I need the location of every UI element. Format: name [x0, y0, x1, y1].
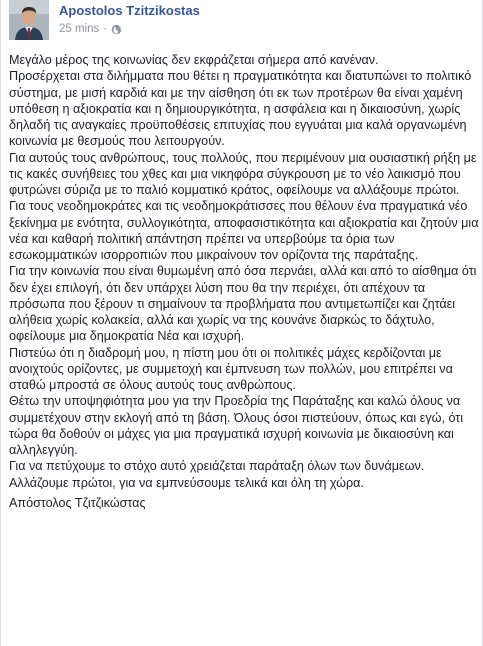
post-paragraph: Για τους νεοδημοκράτες και τις νεοδημοκράτισσες που θέλουν ένα πραγματικά νέο ξεκίνημα με ενότητα, συλλογικότητα, αποφασιστικότητα και αξιοκρατία και ζητούν μια νέα και καθαρή πολιτική απάντηση πρέπει να υπερβούμε τα όρια των εσωκομματικών ισορροπιών που μικραίνουν τον ορίζοντα της παράταξης.	[9, 199, 479, 262]
post-body	[9, 52, 479, 511]
post-paragraph: Για να πετύχουμε το στόχο αυτό χρειάζεται παράταξη όλων των δυνάμεων. Αλλάζουμε πρώτοι, για να εμπνεύσουμε τελικά και όλη τη χώρα.	[9, 459, 425, 490]
post-meta	[59, 3, 200, 36]
post-paragraph: Θέτω την υποψηφιότητα μου για την Προεδρία της Παράταξης και καλώ όλους να συμμετέχουν στην εκλογή από τη βάση. Όλους όσοι πιστεύουν, όπως και εγώ, ότι τώρα θα δοθούν οι μάχες για μια πραγματικά ισχυρή κοινωνία με δικαιοσύνη και αλληλεγγύη.	[9, 394, 464, 457]
post-timestamp-row	[59, 22, 200, 36]
avatar[interactable]	[9, 0, 49, 40]
post-paragraph: Για την κοινωνία που είναι θυμωμένη από όσα περνάει, αλλά και από το αίσθημα ότι δεν έχει επιλογή, ότι δεν υπάρχει λύση που θα την περιέχει, ότι απέχουν τα πρόσωπα που ξέρουν τι σημαίνουν τα προβλήματα που αντιμετωπίζει και ζητάει αλήθεια χωρίς κολακεία, αλλά και χωρίς να της κουνάνε διαρκώς το δάχτυλο, οφείλουμε μια δημοκρατία Νέα και ισχυρή.	[9, 264, 477, 344]
post-paragraph: Πιστεύω ότι η διαδρομή μου, η πίστη μου ότι οι πολιτικές μάχες κερδίζονται με ανοιχτούς ορίζοντες, με συμμετοχή και έμπνευση των πολλών, μου επιτρέπει να σταθώ μπροστά σε όλους αυτούς τους ανθρώπους.	[9, 345, 453, 392]
separator: ·	[103, 23, 108, 35]
post-paragraph: Μεγάλο μέρος της κοινωνίας δεν εκφράζεται σήμερα από κανέναν.	[9, 53, 379, 67]
author-name[interactable]: Apostolos Tzitzikostas	[59, 3, 200, 18]
post-paragraph: Προσέρχεται στα διλήμματα που θέτει η πραγματικότητα και διατυπώνει το πολιτικό σύστημα, με μισή καρδιά και με την αίσθηση ότι εκ των προτέρων θα είναι χαμένη υπόθεση η αξιοκρατία και η δημιουργικότητα, η ασφάλεια και η δικαιοσύνη, χωρίς δηλαδή τις αναγκαίες προϋποθέσεις επιτυχίας που εγγυάται μια καλά οργανωμένη κοινωνία με θεσμούς που λειτουργούν.	[9, 69, 472, 149]
profile-photo-icon	[9, 0, 49, 40]
post-paragraph: Για αυτούς τους ανθρώπους, τους πολλούς, που περιμένουν μια ουσιαστική ρήξη με τις κακές συνήθειες του χθες και μια νικηφόρα σύγκρουση με το νέο λαικισμό που φυτρώνει σύριζα με το παλιό κομματικό κράτος, οφείλουμε να αλλάξουμε πρώτοι.	[9, 150, 477, 197]
post-header	[9, 0, 200, 44]
globe-icon[interactable]	[111, 24, 122, 35]
post-signature: Απόστολος Τζιτζικώστας	[9, 495, 146, 510]
timestamp[interactable]: 25 mins	[59, 23, 100, 35]
